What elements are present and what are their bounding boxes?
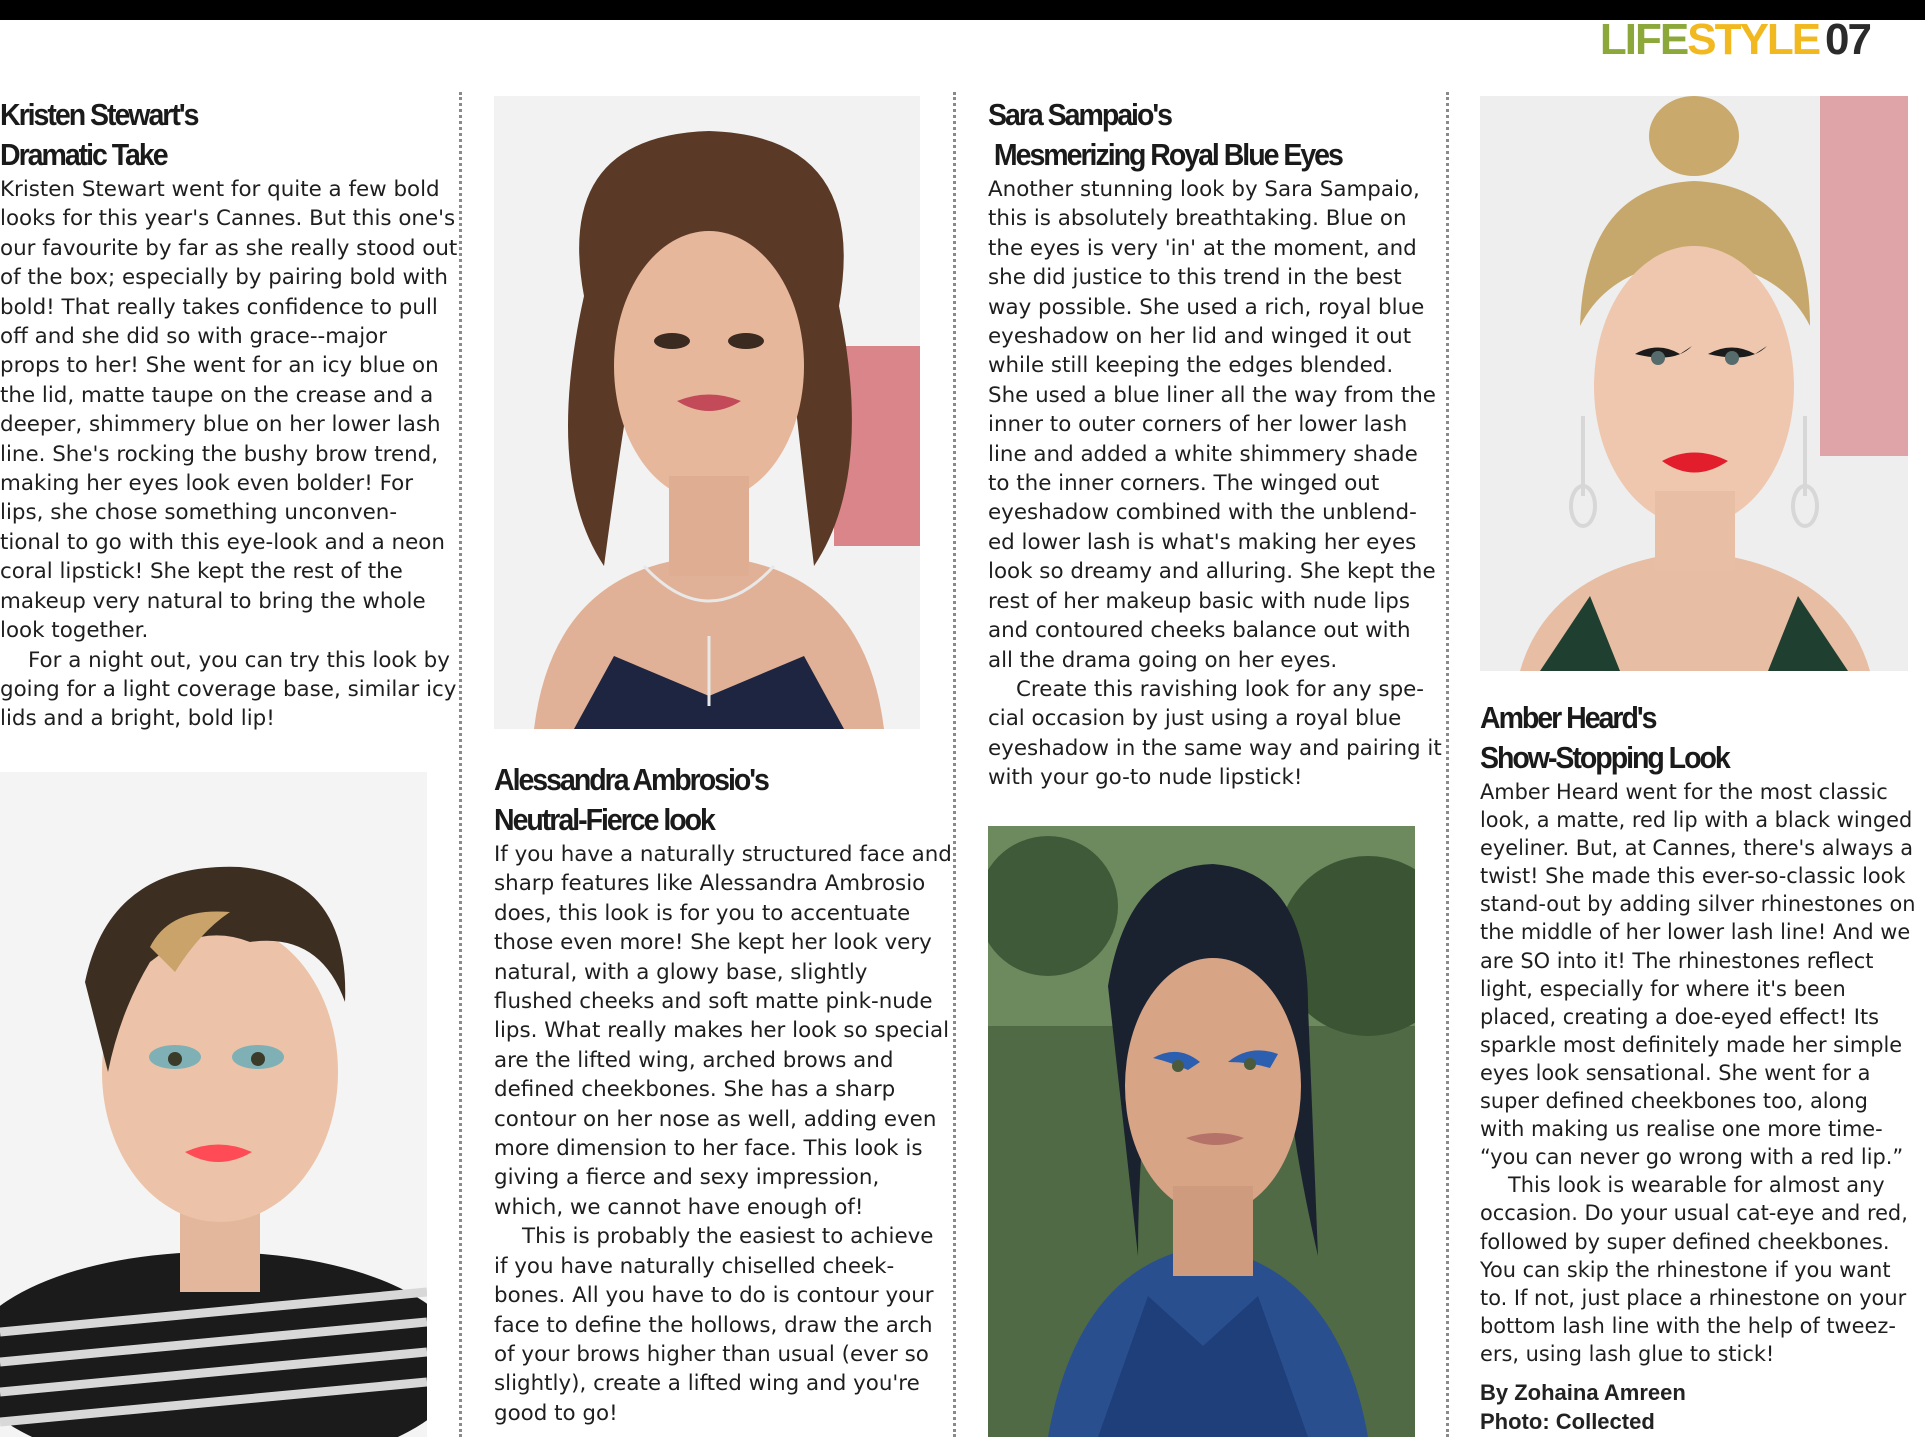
text-line: contour on her nose as well, adding even [494,1106,937,1132]
section-style-label: STYLE [1687,15,1820,64]
article-alessandra-ambrosio [494,760,952,1428]
article-paragraph [1480,1171,1920,1368]
text-line: this is absolutely breathtaking. Blue on [988,206,1407,232]
text-line: which, we cannot have enough of! [494,1194,864,1220]
text-line: she did justice to this trend in the best [988,265,1402,291]
text-line: eyeshadow combined with the unblend- [988,500,1417,526]
text-line: super defined cheekbones too, along [1480,1089,1868,1114]
text-line: our favourite by far as she really stood out [0,235,458,261]
article-kristen-stewart [0,95,458,734]
article-title: Alessandra Ambrosio's Neutral-Fierce look [494,762,768,837]
text-line: She used a blue liner all the way from the [988,382,1436,408]
article-paragraph [494,1222,934,1428]
text-line: lips. What really makes her look so special [494,1018,950,1044]
text-line: This is probably the easiest to achieve [522,1224,934,1250]
text-line: ers, using lash glue to stick! [1480,1341,1775,1366]
text-line: occasion. Do your usual cat-eye and red, [1480,1201,1908,1226]
column-divider [953,92,956,1437]
text-line: with making us realise one more time- [1480,1117,1883,1142]
text-line: all the drama going on her eyes. [988,647,1338,673]
section-life-label: LIFE [1599,15,1688,64]
article-title: Amber Heard's Show-Stopping Look [1480,700,1729,775]
text-line: Amber Heard went for the most classic [1480,780,1888,804]
text-line: are SO into it! The rhinestones reflect [1480,948,1874,973]
text-line: Create this ravishing look for any spe- [1016,676,1425,702]
text-line: natural, with a glowy base, slightly [494,959,868,985]
text-line: flushed cheeks and soft matte pink-nude [494,989,933,1015]
text-line: eyes look sensational. She went for a [1480,1060,1871,1085]
text-line: more dimension to her face. This look is [494,1136,923,1162]
text-line: of the box; especially by pairing bold with [0,265,448,291]
text-line: If you have a naturally structured face and [494,842,952,867]
text-line: the eyes is very 'in' at the moment, and [988,235,1417,261]
text-line: with your go-to nude lipstick! [988,765,1303,791]
photo-kristen-stewart [0,772,427,1437]
article-paragraph [988,175,1436,675]
text-line: props to her! She went for an icy blue on [0,353,439,379]
text-line: of your brows higher than usual (ever so [494,1341,929,1367]
text-line: are the lifted wing, arched brows and [494,1047,894,1073]
text-line: deeper, shimmery blue on her lower lash [0,412,441,438]
text-line: Kristen Stewart went for quite a few bold [0,177,440,202]
text-line: sharp features like Alessandra Ambrosio [494,871,926,897]
section-header [1599,15,1870,64]
text-line: light, especially for where it's been [1480,976,1846,1001]
text-line: eyeshadow on her lid and winged it out [988,324,1412,350]
article-amber-heard [1480,698,1920,1436]
article-paragraph [494,840,952,1222]
text-line: stand-out by adding silver rhinestones on [1480,892,1916,917]
text-line: making her eyes look even bolder! For [0,471,414,497]
text-line: This look is wearable for almost any [1508,1173,1885,1198]
article-paragraph [0,175,458,646]
text-line: way possible. She used a rich, royal blue [988,294,1425,320]
text-line: looks for this year's Cannes. But this one's [0,206,456,232]
text-line: “you can never go wrong with a red lip.” [1480,1145,1904,1170]
text-line: those even more! She kept her look very [494,930,932,956]
text-line: line and added a white shimmery shade [988,441,1418,467]
text-line: look, a matte, red lip with a black winged [1480,808,1913,833]
text-line: look so dreamy and alluring. She kept the [988,559,1436,585]
photo-sara-sampaio [988,826,1415,1437]
text-line: the lid, matte taupe on the crease and a [0,382,434,408]
text-line: off and she did so with grace--major [0,324,388,350]
text-line: good to go! [494,1400,618,1426]
column-divider [459,92,462,1437]
text-line: if you have naturally chiselled cheek- [494,1253,895,1279]
text-line: ed lower lash is what's making her eyes [988,529,1417,555]
text-line: defined cheekbones. She has a sharp [494,1077,896,1103]
text-line: placed, creating a doe-eyed effect! Its [1480,1004,1880,1029]
text-line: cial occasion by just using a royal blue [988,706,1402,732]
text-line: and contoured cheeks balance out with [988,618,1411,644]
text-line: bottom lash line with the help of tweez- [1480,1313,1896,1338]
text-line: inner to outer corners of her lower lash [988,412,1408,438]
article-paragraph [0,646,457,734]
photo-amber-heard [1480,96,1908,671]
text-line: the middle of her lower lash line! And we [1480,920,1911,945]
text-line: line. She's rocking the bushy brow trend, [0,441,439,467]
text-line: Another stunning look by Sara Sampaio, [988,177,1420,202]
byline: By Zohaina Amreen [1480,1379,1686,1405]
text-line: does, this look is for you to accentuate [494,900,911,926]
article-sara-sampaio [988,95,1442,793]
text-line: look together. [0,618,149,644]
text-line: giving a fierce and sexy impression, [494,1165,880,1191]
text-line: bones. All you have to do is contour your [494,1283,934,1309]
text-line: followed by super defined cheekbones. [1480,1229,1890,1254]
article-paragraph [988,675,1442,793]
article-title: Sara Sampaio's Mesmerizing Royal Blue Eyes [988,97,1342,172]
column-divider [1446,92,1449,1437]
text-line: going for a light coverage base, similar icy [0,676,457,702]
photo-credit: Photo: Collected [1480,1408,1655,1434]
text-line: to. If not, just place a rhinestone on your [1480,1285,1907,1310]
text-line: For a night out, you can try this look by [28,647,450,673]
text-line: slightly), create a lifted wing and you're [494,1371,920,1397]
text-line: sparkle most definitely made her simple [1480,1032,1903,1057]
text-line: eyeliner. But, at Cannes, there's always a [1480,836,1914,861]
text-line: coral lipstick! She kept the rest of the [0,559,403,585]
text-line: to the inner corners. The winged out [988,471,1380,497]
text-line: makeup very natural to bring the whole [0,588,426,614]
text-line: while still keeping the edges blended. [988,353,1394,379]
text-line: You can skip the rhinestone if you want [1480,1257,1891,1282]
text-line: rest of her makeup basic with nude lips [988,588,1410,614]
text-line: lids and a bright, bold lip! [0,706,275,732]
text-line: face to define the hollows, draw the arch [494,1312,933,1338]
article-title: Kristen Stewart's Dramatic Take [0,97,198,172]
text-line: eyeshadow in the same way and pairing it [988,735,1442,761]
text-line: lips, she chose something unconven- [0,500,398,526]
text-line: bold! That really takes confidence to pull [0,294,438,320]
photo-alessandra-ambrosio [494,96,920,729]
page-number: 07 [1825,15,1870,64]
article-paragraph [1480,778,1920,1171]
text-line: tional to go with this eye-look and a neon [0,529,445,555]
text-line: twist! She made this ever-so-classic look [1480,864,1906,889]
